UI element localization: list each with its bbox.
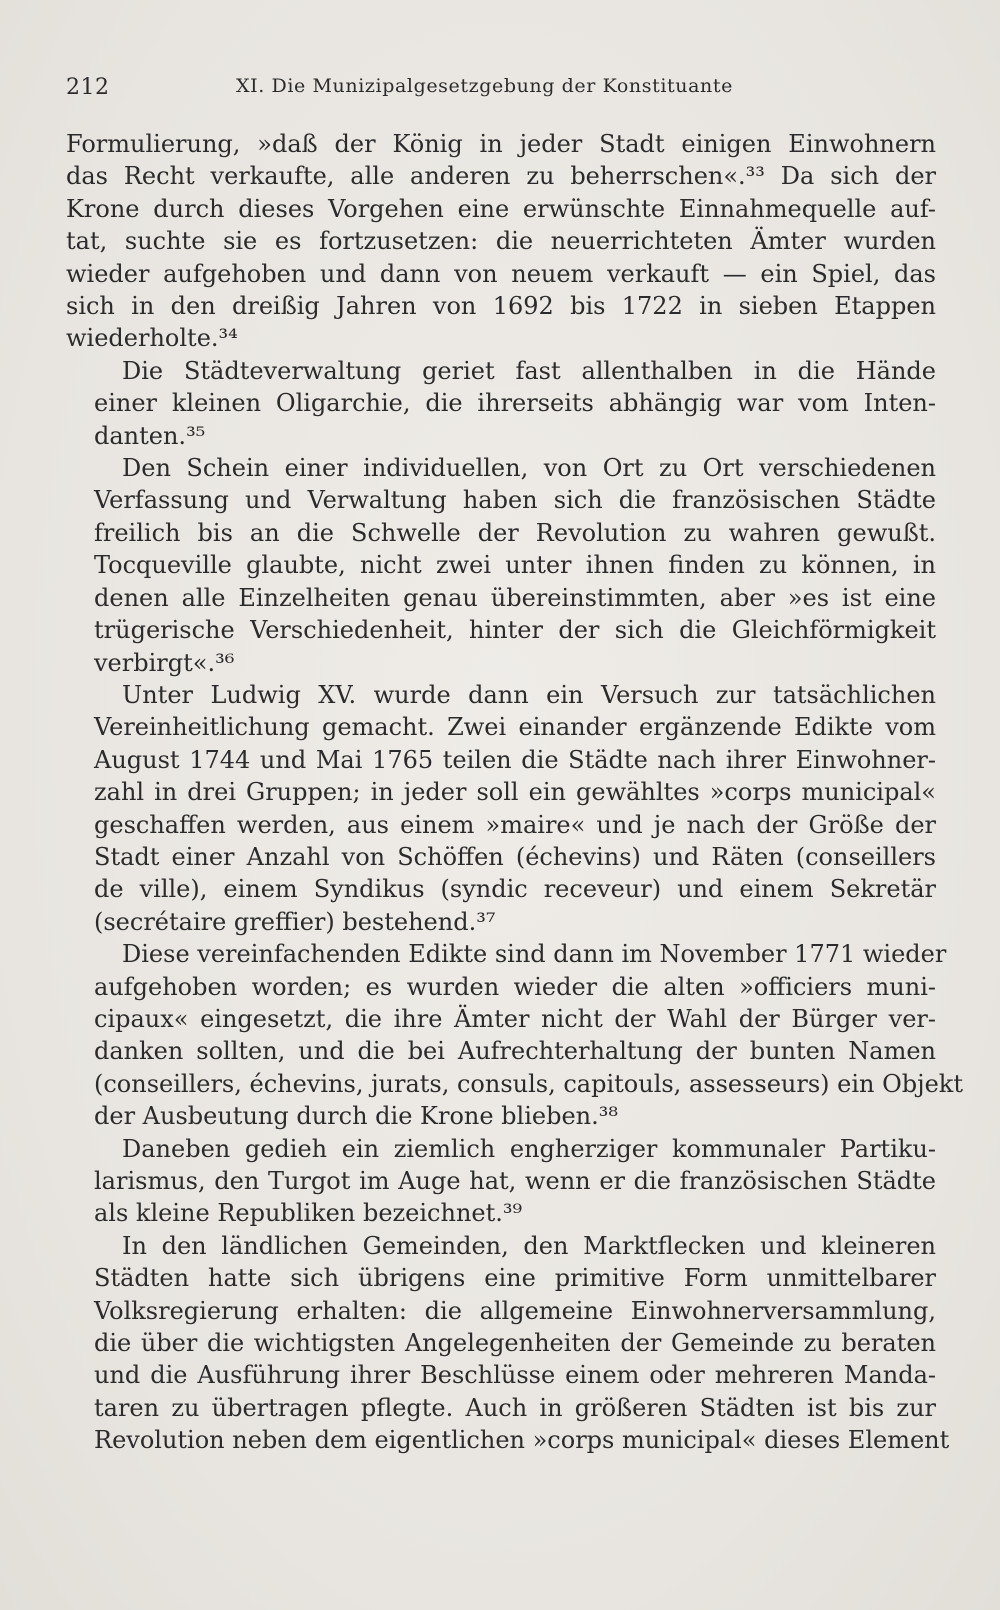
- running-head: [66, 72, 936, 102]
- text-line: In den ländlichen Gemeinden, den Marktflecken und kleineren: [122, 1231, 936, 1260]
- text-line: Formulierung, »daß der König in jeder Stadt einigen Einwohnern: [66, 130, 936, 158]
- text-line: die über die wichtigsten Angelegenheiten der Gemeinde zu beraten: [94, 1329, 936, 1358]
- text-line: und die Ausführung ihrer Beschlüsse einem oder mehreren Manda-: [94, 1361, 936, 1390]
- text-line: August 1744 und Mai 1765 teilen die Städte nach ihrer Einwohner-: [94, 745, 936, 774]
- text-line: einer kleinen Oligarchie, die ihrerseits abhängig war vom Inten-: [94, 389, 936, 418]
- text-line: danten.³⁵: [94, 421, 206, 450]
- paragraph-3: [66, 452, 936, 679]
- text-line: danken sollten, und die bei Aufrechterhaltung der bunten Namen: [94, 1037, 936, 1066]
- text-line: denen alle Einzelheiten genau übereinstimmten, aber »es ist eine: [94, 583, 936, 612]
- text-line: sich in den dreißig Jahren von 1692 bis 1722 in sieben Etappen: [66, 292, 936, 321]
- text-line: de ville), einem Syndikus (syndic receveur) und einem Sekretär: [94, 875, 936, 904]
- body-text: [66, 128, 963, 1457]
- text-line: taren zu übertragen pflegte. Auch in größeren Städten ist bis zur: [94, 1393, 936, 1422]
- paragraph-6: [66, 1133, 936, 1230]
- text-line: das Recht verkaufte, alle anderen zu beherrschen«.³³ Da sich der: [66, 162, 936, 191]
- page-number: 212: [66, 75, 110, 100]
- text-line: Daneben gedieh ein ziemlich engherziger kommunaler Partiku-: [122, 1134, 936, 1163]
- text-line: larismus, den Turgot im Auge hat, wenn er die französischen Städte: [94, 1167, 936, 1195]
- text-line: (secrétaire greffier) bestehend.³⁷: [94, 907, 496, 936]
- text-line: Vereinheitlichung gemacht. Zwei einander ergänzende Edikte vom: [94, 713, 936, 742]
- text-line: wiederholte.³⁴: [66, 324, 238, 353]
- text-line: Die Städteverwaltung geriet fast allenthalben in die Hände: [122, 356, 936, 385]
- text-line: geschaffen werden, aus einem »maire« und je nach der Größe der: [94, 810, 936, 839]
- text-line: zahl in drei Gruppen; in jeder soll ein gewähltes »corps municipal«: [94, 778, 936, 807]
- text-line: tat, suchte sie es fortzusetzen: die neuerrichteten Ämter wurden: [66, 227, 936, 256]
- text-line: aufgehoben worden; es wurden wieder die alten »officiers muni-: [94, 972, 936, 1001]
- text-line: trügerische Verschiedenheit, hinter der sich die Gleichförmigkeit: [94, 616, 936, 645]
- text-line: Den Schein einer individuellen, von Ort zu Ort verschiedenen: [122, 454, 936, 483]
- paragraph-2: [66, 355, 936, 452]
- text-line: cipaux« eingesetzt, die ihre Ämter nicht der Wahl der Bürger ver-: [94, 1004, 936, 1033]
- text-line: Revolution neben dem eigentlichen »corps municipal« dieses Element: [94, 1426, 950, 1455]
- text-line: (conseillers, échevins, jurats, consuls, capitouls, assesseurs) ein Objekt: [94, 1069, 963, 1098]
- text-line: Krone durch dieses Vorgehen eine erwünschte Einnahmequelle auf-: [66, 194, 936, 223]
- text-line: als kleine Republiken bezeichnet.³⁹: [94, 1199, 523, 1228]
- paragraph-1: [66, 128, 936, 355]
- text-line: Diese vereinfachenden Edikte sind dann im November 1771 wieder: [122, 940, 947, 969]
- text-line: Volksregierung erhalten: die allgemeine Einwohnerversammlung,: [94, 1296, 936, 1325]
- text-line: Unter Ludwig XV. wurde dann ein Versuch zur tatsächlichen: [122, 680, 936, 709]
- paragraph-5: [66, 938, 963, 1132]
- paragraph-4: [66, 679, 936, 938]
- text-line: freilich bis an die Schwelle der Revolution zu wahren gewußt.: [94, 518, 936, 547]
- text-line: Verfassung und Verwaltung haben sich die französischen Städte: [94, 486, 936, 515]
- text-line: der Ausbeutung durch die Krone blieben.³⁸: [94, 1102, 618, 1131]
- text-line: Tocqueville glaubte, nicht zwei unter ihnen finden zu können, in: [94, 551, 936, 580]
- paragraph-7: [66, 1230, 950, 1457]
- text-line: Stadt einer Anzahl von Schöffen (échevins) und Räten (conseillers: [94, 842, 936, 871]
- text-line: wieder aufgehoben und dann von neuem verkauft — ein Spiel, das: [66, 259, 936, 288]
- text-line: Städten hatte sich übrigens eine primitive Form unmittelbarer: [94, 1264, 936, 1293]
- chapter-title: XI. Die Munizipalgesetzgebung der Konstituante: [236, 75, 733, 97]
- text-line: verbirgt«.³⁶: [94, 648, 235, 677]
